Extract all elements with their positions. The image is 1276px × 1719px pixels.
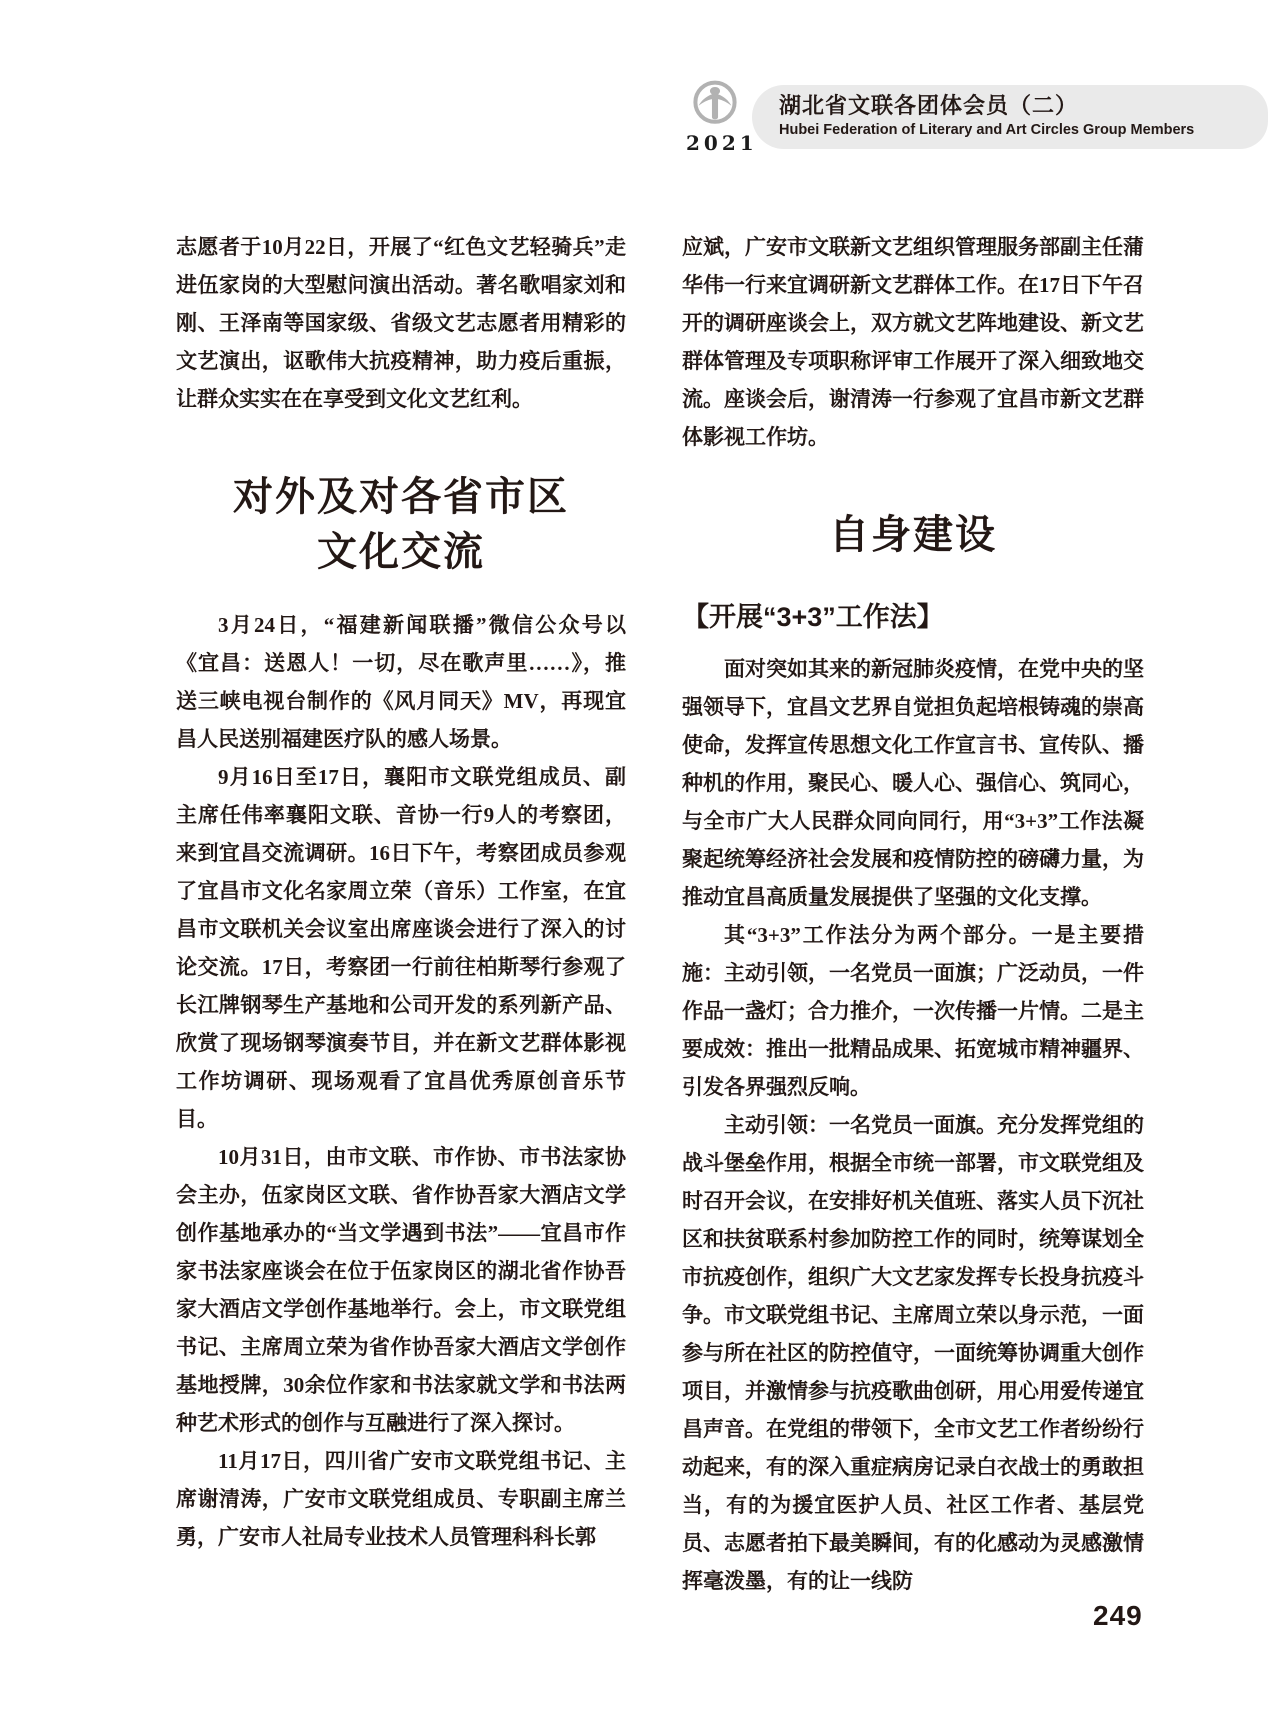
- header-title-chinese: 湖北省文联各团体会员（二）: [779, 93, 1079, 118]
- paragraph: 面对突如其来的新冠肺炎疫情，在党中央的坚强领导下，宜昌文艺界自觉担负起培根铸魂的崇高使命，发挥宣传思想文化工作宣言书、宣传队、播种机的作用，聚民心、暖人心、强信心、筑同心，与全市广大人民群众同向同行，用“3+3”工作法凝聚起统筹经济社会发展和疫情防控的磅礴力量，为推动宜昌高质量发展提供了坚强的文化支撑。: [682, 657, 1144, 909]
- section-heading-culture-exchange: [176, 470, 626, 580]
- section-heading-line2: 文化交流: [317, 530, 485, 574]
- paragraph: 9月16日至17日，襄阳市文联党组成员、副主席任伟率襄阳文联、音协一行9人的考察团，来到宜昌交流调研。16日下午，考察团成员参观了宜昌市文化名家周立荣（音乐）工作室，在宜昌市文联机关会议室出席座谈会进行了深入的讨论交流。17日，考察团一行前往柏斯琴行参观了长江牌钢琴生产基地和公司开发的系列新产品、欣赏了现场钢琴演奏节目，并在新文艺群体影视工作坊调研、现场观看了宜昌优秀原创音乐节目。: [176, 765, 626, 1131]
- right-column: [682, 228, 1144, 1600]
- paragraph-continuation-left: 志愿者于10月22日，开展了“红色文艺轻骑兵”走进伍家岗的大型慰问演出活动。著名歌唱家刘和刚、王泽南等国家级、省级文艺志愿者用精彩的文艺演出，讴歌伟大抗疫精神，助力疫后重振，让群众实实在在享受到文化文艺红利。: [176, 235, 626, 411]
- section-heading-line1: 对外及对各省市区: [233, 475, 569, 519]
- paragraph: 其“3+3”工作法分为两个部分。一是主要措施：主动引领，一名党员一面旗；广泛动员，一件作品一盏灯；合力推介，一次传播一片情。二是主要成效：推出一批精品成果、拓宽城市精神疆界、引发各界强烈反响。: [682, 923, 1144, 1099]
- header-title-english: Hubei Federation of Literary and Art Circles Group Members: [779, 122, 1195, 138]
- logo-year: 2021: [686, 131, 758, 155]
- paragraph: 11月17日，四川省广安市文联党组书记、主席谢清涛，广安市文联党组成员、专职副主席兰勇，广安市人社局专业技术人员管理科科长郭: [176, 1449, 626, 1549]
- header-bar: [752, 85, 1268, 149]
- paragraph: 3月24日，“福建新闻联播”微信公众号以《宜昌：送恩人！一切，尽在歌声里……》，推送三峡电视台制作的《风月同天》MV，再现宜昌人民送别福建医疗队的感人场景。: [176, 613, 626, 751]
- page-number: 249: [1093, 1600, 1143, 1631]
- logo-block: [686, 76, 758, 155]
- sub-heading-3plus3-method: 【开展“3+3”工作法】: [682, 602, 944, 632]
- paragraph: 10月31日，由市文联、市作协、市书法家协会主办，伍家岗区文联、省作协吾家大酒店文学创作基地承办的“当文学遇到书法”——宜昌市作家书法家座谈会在位于伍家岗区的湖北省作协吾家大酒店文学创作基地举行。会上，市文联党组书记、主席周立荣为省作协吾家大酒店文学创作基地授牌，30余位作家和书法家就文学和书法两种艺术形式的创作与互融进行了深入探讨。: [176, 1145, 626, 1435]
- section-heading-self-construction: 自身建设: [829, 513, 997, 557]
- federation-emblem-icon: [691, 76, 739, 130]
- left-column: [176, 228, 626, 1556]
- paragraph: 主动引领：一名党员一面旗。充分发挥党组的战斗堡垒作用，根据全市统一部署，市文联党组及时召开会议，在安排好机关值班、落实人员下沉社区和扶贫联系村参加防控工作的同时，统筹谋划全市抗疫创作，组织广大文艺家发挥专长投身抗疫斗争。市文联党组书记、主席周立荣以身示范，一面参与所在社区的防控值守，一面统筹协调重大创作项目，并激情参与抗疫歌曲创研，用心用爱传递宜昌声音。在党组的带领下，全市文艺工作者纷纷行动起来，有的深入重症病房记录白衣战士的勇敢担当，有的为援宜医护人员、社区工作者、基层党员、志愿者拍下最美瞬间，有的化感动为灵感激情挥毫泼墨，有的让一线防: [682, 1113, 1144, 1593]
- paragraph-continuation-right: 应斌，广安市文联新文艺组织管理服务部副主任蒲华伟一行来宜调研新文艺群体工作。在17日下午召开的调研座谈会上，双方就文艺阵地建设、新文艺群体管理及专项职称评审工作展开了深入细致地交流。座谈会后，谢清涛一行参观了宜昌市新文艺群体影视工作坊。: [682, 235, 1144, 449]
